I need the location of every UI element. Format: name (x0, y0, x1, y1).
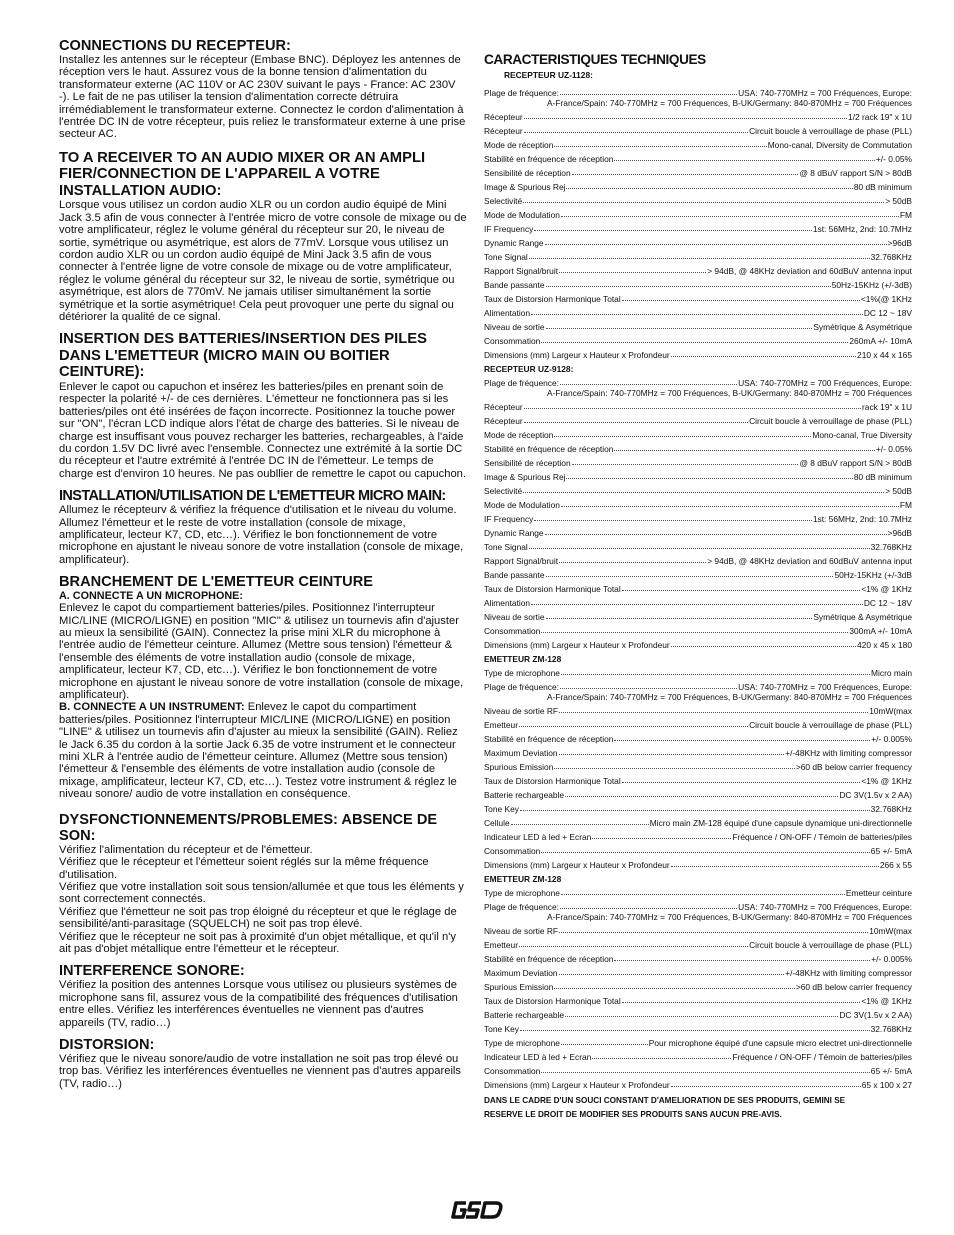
spec-label: Mode de réception (484, 140, 554, 150)
spec-row (484, 126, 912, 136)
spec-label: Type de microphone (484, 668, 560, 678)
spec-row (484, 888, 912, 898)
spec-label: IF Frequency (484, 224, 534, 234)
section (59, 574, 469, 801)
spec-row (484, 598, 912, 608)
spec-label: Stabilité en fréquence de réception (484, 954, 614, 964)
spec-value: 266 x 55 (879, 860, 912, 870)
spec-value: 420 x 45 x 180 (857, 640, 912, 650)
spec-label: Mode de Modulation (484, 210, 560, 220)
spec-value: Mono-canal, Diversity de Commutation (767, 140, 912, 150)
spec-value: DC 3V(1.5v x 2 AA) (839, 1010, 912, 1020)
spec-row (484, 1038, 912, 1048)
spec-value: <1% @ 1KHz (861, 996, 912, 1006)
spec-value-cont: A-France/Spain: 740-770MHz = 700 Fréquences, B-UK/Germany: 840-870MHz = 700 Fréquences (547, 912, 912, 922)
spec-label: Consommation (484, 1066, 541, 1076)
spec-label: Indicateur LED à led + Ecran (484, 832, 592, 842)
spec-row (484, 706, 912, 716)
spec-value: Mono-canal, True Diversity (812, 430, 912, 440)
spec-label: Emetteur (484, 720, 518, 730)
spec-value: 210 x 44 x 165 (857, 350, 912, 360)
spec-row (484, 640, 912, 650)
spec-block (484, 364, 912, 650)
spec-label: Spurious Emission (484, 762, 554, 772)
spec-value: 80 dB minimum (853, 472, 912, 482)
spec-row (484, 238, 912, 248)
spec-label: Niveau de sortie (484, 612, 545, 622)
spec-value: 32.768KHz (870, 252, 912, 262)
spec-row (484, 252, 912, 262)
spec-value: @ 8 dBuV rapport S/N > 80dB (799, 458, 912, 468)
spec-row (484, 500, 912, 510)
spec-value: Fréquence / ON-OFF / Témoin de batteries/piles (732, 832, 912, 842)
spec-label: Plage de fréquence: (484, 88, 559, 98)
section-heading: DISTORSION: (59, 1036, 155, 1053)
spec-value: 260mA +/- 10mA (849, 336, 912, 346)
spec-row (484, 682, 912, 702)
spec-label: Maximum Deviation (484, 968, 558, 978)
spec-value: <1% @ 1KHz (861, 584, 912, 594)
spec-label: Niveau de sortie RF (484, 706, 559, 716)
spec-value: >60 dB below carrier frequency (795, 982, 912, 992)
spec-row (484, 940, 912, 950)
section (59, 150, 469, 324)
spec-label: Image & Spurious Rej (484, 472, 566, 482)
subsection-heading: A. CONNECTE A UN MICROPHONE: (59, 590, 243, 603)
spec-label: Dimensions (mm) Largeur x Hauteur x Profondeur (484, 1080, 670, 1090)
spec-row (484, 112, 912, 122)
spec-value: +/- 0.005% (871, 954, 912, 964)
spec-value: +/-48KHz with limiting compressor (785, 968, 912, 978)
spec-value: 65 +/- 5mA (870, 846, 912, 856)
spec-label: Taux de Distorsion Harmonique Total (484, 294, 621, 304)
spec-row (484, 1066, 912, 1076)
spec-value: +/-48KHz with limiting compressor (785, 748, 912, 758)
notice (484, 1096, 912, 1119)
spec-label: Image & Spurious Rej (484, 182, 566, 192)
model-name: RECEPTEUR UZ-1128: (504, 70, 593, 80)
spec-label: Batterie rechargeable (484, 790, 565, 800)
spec-row (484, 528, 912, 538)
subsection-text: Enlevez le capot du compartiement batteries/piles. Positionnez l'interrupteur MIC/LINE (MICRO/LIGNE) en position "MIC" & utilisez un tournevis afin d'ajuster au mieux la sensibilité (GAIN). Connectez la prise mini XLR du microphone à l'entrée audio de l'émetteur ceinture. Allumez (Mettre sous tension) l'émetteur & l'ensemble des éléments de votre installation audio (console de mixage, amplificateur, lecteur K7, CD, etc…). Vérifiez le bon fonctionnement de votre microphone en ajustant le niveau sonore de votre installation (console de mixage, amplificateur). (59, 602, 464, 702)
spec-label: Stabilité en fréquence de réception (484, 154, 614, 164)
subsection (59, 701, 469, 800)
spec-row (484, 182, 912, 192)
model-name: RECEPTEUR UZ-9128: (484, 364, 574, 374)
spec-value: Circuit boucle à verrouillage de phase (PLL) (749, 416, 912, 426)
spec-value: 1st: 56MHz, 2nd: 10.7MHz (812, 224, 912, 234)
spec-value: USA: 740-770MHz = 700 Fréquences, Europe: (738, 88, 912, 98)
spec-row (484, 1010, 912, 1020)
spec-label: Niveau de sortie RF (484, 926, 559, 936)
spec-label: Rapport Signal/bruit (484, 266, 559, 276)
spec-value: >96dB (887, 238, 912, 248)
spec-value: > 94dB, @ 48KHz deviation and 60dBuV antenna input (707, 556, 912, 566)
spec-row (484, 280, 912, 290)
spec-label: Taux de Distorsion Harmonique Total (484, 584, 621, 594)
spec-block (484, 654, 912, 870)
spec-row (484, 416, 912, 426)
spec-value: 32.768KHz (870, 542, 912, 552)
gemini-logo (450, 1197, 506, 1223)
section-heading: BRANCHEMENT DE L'EMETTEUR CEINTURE (59, 574, 373, 591)
spec-row (484, 954, 912, 964)
spec-label: Bande passante (484, 570, 545, 580)
spec-row (484, 626, 912, 636)
spec-value: 32.768KHz (870, 1024, 912, 1034)
paragraph: Installez les antennes sur le récepteur (Embase BNC). Déployez les antennes de réception vers le haut. Assurez vous de la bonne tension d'alimentation du transformateur externe (AC 110V or AC 230V suivant le pays - France: AC 230V -). Le fait de ne pas utiliser la tension d'alimentation correcte détruira irrémédiablement le transformateur externe. Connectez le cordon d'alimentation à l'entrée DC IN de votre récepteur, puis reliez le transformateur externe à une prise secteur AC. (59, 54, 466, 141)
specs-list (484, 70, 912, 1090)
subsection-heading: B. CONNECTE A UN INSTRUMENT: (59, 701, 245, 714)
spec-value-cont: A-France/Spain: 740-770MHz = 700 Fréquences, B-UK/Germany: 840-870MHz = 700 Fréquences (547, 388, 912, 398)
section-heading: DYSFONCTIONNEMENTS/PROBLEMES: ABSENCE DE SON: (59, 811, 438, 844)
spec-row (484, 832, 912, 842)
spec-value: <1% @ 1KHz (861, 776, 912, 786)
spec-row (484, 668, 912, 678)
spec-value: Circuit boucle à verrouillage de phase (PLL) (749, 126, 912, 136)
spec-row (484, 472, 912, 482)
specs-title: CARACTERISTIQUES TECHNIQUES (484, 52, 706, 67)
spec-row (484, 982, 912, 992)
spec-value: rack 19" x 1U (862, 402, 912, 412)
paragraph: Vérifiez que votre installation soit sous tension/allumée et que tous les éléments y sont correctement connectés. (59, 880, 464, 906)
spec-value: Symétrique & Asymétrique (813, 322, 912, 332)
spec-row (484, 336, 912, 346)
spec-row (484, 542, 912, 552)
spec-row (484, 486, 912, 496)
spec-label: Cellule (484, 818, 510, 828)
spec-label: Récepteur (484, 416, 523, 426)
spec-label: Récepteur (484, 126, 523, 136)
spec-row (484, 88, 912, 108)
notice-line: RESERVE LE DROIT DE MODIFIER SES PRODUITS SANS AUCUN PRE-AVIS. (484, 1110, 782, 1119)
spec-value: 1st: 56MHz, 2nd: 10.7MHz (812, 514, 912, 524)
spec-value: +/- 0.05% (875, 154, 912, 164)
spec-value: Pour microphone équipé d'une capsule micro electret uni-directionnelle (648, 1038, 912, 1048)
spec-value: > 50dB (885, 196, 912, 206)
spec-label: Dimensions (mm) Largeur x Hauteur x Profondeur (484, 640, 670, 650)
spec-label: Bande passante (484, 280, 545, 290)
spec-label: Maximum Deviation (484, 748, 558, 758)
spec-row (484, 308, 912, 318)
left-column (59, 38, 469, 1090)
section-heading: INSERTION DES BATTERIES/INSERTION DES PILES DANS L'EMETTEUR (MICRO MAIN OU BOITIER CEINTURE): (59, 331, 428, 381)
spec-label: Mode de Modulation (484, 500, 560, 510)
paragraph: Vérifiez la position des antennes Lorsque vous utilisez ou plusieurs systèmes de microphone sans fil, assurez vous de la compatibilité des fréquences d'utilisation entre elles. Vérifiez les interférences éventuelles ne viennent pas d'autres appareils (TV, radio…) (59, 979, 458, 1029)
spec-row (484, 776, 912, 786)
spec-label: Alimentation (484, 308, 531, 318)
spec-label: Stabilité en fréquence de réception (484, 444, 614, 454)
spec-row (484, 996, 912, 1006)
spec-row (484, 860, 912, 870)
spec-row (484, 720, 912, 730)
spec-value: @ 8 dBuV rapport S/N > 80dB (799, 168, 912, 178)
spec-label: Dynamic Range (484, 238, 544, 248)
section (59, 38, 469, 141)
spec-label: Emetteur (484, 940, 518, 950)
spec-row (484, 266, 912, 276)
spec-value: USA: 740-770MHz = 700 Fréquences, Europe: (738, 902, 912, 912)
spec-value: 1/2 rack 19" x 1U (848, 112, 912, 122)
spec-value: <1%(@ 1KHz (860, 294, 912, 304)
spec-row (484, 1052, 912, 1062)
spec-label: Dimensions (mm) Largeur x Hauteur x Profondeur (484, 860, 670, 870)
spec-row (484, 154, 912, 164)
spec-label: Niveau de sortie (484, 322, 545, 332)
section-heading: INSTALLATION/UTILISATION DE L'EMETTEUR MICRO MAIN: (59, 488, 446, 505)
spec-row (484, 762, 912, 772)
spec-row (484, 748, 912, 758)
paragraph: Vérifiez que le récepteur et l'émetteur soient réglés sur la même fréquence d'utilisation. (59, 856, 429, 881)
spec-label: Tone Signal (484, 542, 528, 552)
spec-value: >96dB (887, 528, 912, 538)
spec-label: Selectivité (484, 196, 523, 206)
spec-label: Alimentation (484, 598, 531, 608)
spec-label: Récepteur (484, 402, 523, 412)
spec-row (484, 140, 912, 150)
spec-value: 80 dB minimum (853, 182, 912, 192)
spec-value: Symétrique & Asymétrique (813, 612, 912, 622)
spec-value: 65 x 100 x 27 (861, 1080, 912, 1090)
spec-value: Micro main (871, 668, 912, 678)
paragraph: Vérifiez que l'émetteur ne soit pas trop éloigné du récepteur et que le réglage de sensibilité/anti-parasitage (SQUELCH) ne soit pas trop élevé. (59, 905, 457, 931)
spec-row (484, 556, 912, 566)
spec-label: IF Frequency (484, 514, 534, 524)
spec-label: Stabilité en fréquence de réception (484, 734, 614, 744)
spec-value: > 94dB, @ 48KHz deviation and 60dBuV antenna input (707, 266, 912, 276)
spec-label: Consommation (484, 846, 541, 856)
spec-value: Micro main ZM-128 équipé d'une capsule dynamique uni-directionnelle (649, 818, 912, 828)
subsection (59, 590, 469, 701)
spec-row (484, 818, 912, 828)
subsection-text: Enlevez le capot du compartiment batteries/piles. Positionnez l'interrupteur MIC/LINE (MICRO/LIGNE) en position "LINE" & utilisez un tournevis afin d'ajuster au mieux la sensibilité (GAIN). Reliez le Jack 6.35 du cordon à la sortie Jack 6.35 de votre instrument et le connecteur mini XLR à l'entrée audio de l'émetteur ceinture. Allumez (Mettre sous tension) l'émetteur & l'ensemble des éléments de votre installation audio (console de mixage, amplificateur, lecteur K7, CD, etc…). Testez votre instrument & réglez le niveau sonore/ audio de votre installation en conséquence. (59, 701, 458, 801)
spec-label: Consommation (484, 336, 541, 346)
spec-value: DC 12 ~ 18V (863, 308, 912, 318)
spec-value: 50Hz-15KHz (+/-3dB) (831, 280, 912, 290)
spec-label: Dynamic Range (484, 528, 544, 538)
spec-label: Taux de Distorsion Harmonique Total (484, 776, 621, 786)
spec-row (484, 322, 912, 332)
section (59, 963, 469, 1029)
spec-row (484, 926, 912, 936)
section (59, 331, 469, 480)
spec-label: Tone Key (484, 804, 519, 814)
spec-label: Plage de fréquence: (484, 378, 559, 388)
section-heading: INTERFERENCE SONORE: (59, 963, 245, 980)
spec-label: Récepteur (484, 112, 523, 122)
model-name: EMETTEUR ZM-128 (484, 874, 562, 884)
spec-row (484, 584, 912, 594)
spec-label: Consommation (484, 626, 541, 636)
spec-label: Tone Key (484, 1024, 519, 1034)
spec-value: Emetteur ceinture (845, 888, 912, 898)
spec-row (484, 612, 912, 622)
spec-row (484, 846, 912, 856)
spec-label: Plage de fréquence: (484, 902, 559, 912)
paragraph: Vérifiez que le récepteur ne soit pas à proximité d'un objet métallique, et qu'il n'y ait pas d'objet métallique entre l'émetteur et le récepteur. (59, 930, 456, 955)
spec-label: Spurious Emission (484, 982, 554, 992)
paragraph: Lorsque vous utilisez un cordon audio XLR ou un cordon audio équipé de Mini Jack 3.5 afin de vous connecter à l'entrée micro de votre console de mixage ou de votre amplificateur, réglez le volume général du récepteur sur 20, le niveau de sortie, symétrique ou asymétrique, est alors de 77mV. Lorsque vous utilisez un cordon audio XLR ou un cordon audio équipé de Mini Jack 3.5 afin de vous connecter à l'entrée ligne de votre console de mixage ou de votre amplificateur, réglez le volume général du récepteur sur 32, le niveau de sortie, symétrique ou asymétrique, est alors de 770mV. Ne jamais utiliser simultanément la sortie symétrique et la sortie asymétrique! Cela peut provoquer une perte du signal ou détériorer la qualité de ce signal. (59, 199, 467, 323)
spec-row (484, 968, 912, 978)
spec-label: Selectivité (484, 486, 523, 496)
spec-row (484, 168, 912, 178)
spec-label: Mode de réception (484, 430, 554, 440)
spec-label: Tone Signal (484, 252, 528, 262)
spec-value: >60 dB below carrier frequency (795, 762, 912, 772)
paragraph: Vérifiez l'alimentation du récepteur et de l'émetteur. (59, 843, 313, 856)
spec-label: Dimensions (mm) Largeur x Hauteur x Profondeur (484, 350, 670, 360)
spec-row (484, 196, 912, 206)
model-name: EMETTEUR ZM-128 (484, 654, 562, 664)
spec-row (484, 1080, 912, 1090)
spec-label: Type de microphone (484, 888, 560, 898)
spec-value: Circuit boucle à verrouillage de phase (PLL) (749, 940, 912, 950)
spec-label: Type de microphone (484, 1038, 560, 1048)
spec-value: DC 3V(1.5v x 2 AA) (839, 790, 912, 800)
section-heading: CONNECTIONS DU RECEPTEUR: (59, 38, 291, 54)
spec-row (484, 378, 912, 398)
spec-value: FM (899, 210, 912, 220)
spec-value: 10mW(max (869, 926, 912, 936)
spec-value: Circuit boucle à verrouillage de phase (PLL) (749, 720, 912, 730)
paragraph: Allumez le récepteurv & vérifiez la fréquence d'utilisation et le niveau du volume. Allumez l'émetteur et le reste de votre installation (console de mixage, amplificateur, lecteur K7, CD, etc…). Vérifiez le bon fonctionnement de votre microphone en ajustant le niveau sonore de votre installation (console de mixage, amplificateur). (59, 504, 464, 566)
spec-row (484, 210, 912, 220)
spec-row (484, 402, 912, 412)
spec-value: 10mW(max (869, 706, 912, 716)
paragraph: Enlever le capot ou capuchon et insérez les batteries/piles en prenant soin de respecter la polarité +/- de ces dernières. L'émetteur ne fonctionnera pas si les batteries/piles ont été insérées de façon incorrecte. Positionnez la touche power sur "ON", l'écran LCD indique alors l'état de charge des batteries. Si le niveau de charge est insuffisant vous pouvez recharger les batteries, rechargeables, à l'aide du cordon 1.5V DC livré avec l'ensemble. Connectez une extrémité à la sortie DC du récepteur et l'autre extrémité à l'entrée DC IN de l'émetteur. Le temps de charge est d'environ 10 heures. Ne pas oubllier de remettre le capot ou capuchon. (59, 380, 466, 480)
spec-value: 32.768KHz (870, 804, 912, 814)
spec-label: Indicateur LED à led + Ecran (484, 1052, 592, 1062)
spec-value-cont: A-France/Spain: 740-770MHz = 700 Fréquences, B-UK/Germany: 840-870MHz = 700 Fréquences (547, 692, 912, 702)
spec-value: > 50dB (885, 486, 912, 496)
spec-row (484, 514, 912, 524)
spec-value: Fréquence / ON-OFF / Témoin de batteries/piles (732, 1052, 912, 1062)
spec-row (484, 902, 912, 922)
spec-row (484, 224, 912, 234)
spec-row (484, 804, 912, 814)
spec-value: FM (899, 500, 912, 510)
spec-value: +/- 0.005% (871, 734, 912, 744)
spec-row (484, 458, 912, 468)
spec-label: Sensibilité de réception (484, 458, 571, 468)
spec-label: Sensibilité de réception (484, 168, 571, 178)
spec-row (484, 444, 912, 454)
spec-row (484, 350, 912, 360)
section-heading: TO A RECEIVER TO AN AUDIO MIXER OR AN AMPLI FIER/CONNECTION DE L'APPAREIL A VOTRE INSTALLATION AUDIO: (59, 149, 426, 199)
spec-label: Rapport Signal/bruit (484, 556, 559, 566)
spec-label: Plage de fréquence: (484, 682, 559, 692)
spec-value: 50Hz-15KHz (+/-3dB (834, 570, 912, 580)
spec-row (484, 570, 912, 580)
spec-row (484, 430, 912, 440)
spec-block (484, 874, 912, 1090)
section (59, 1037, 469, 1090)
spec-value-cont: A-France/Spain: 740-770MHz = 700 Fréquences, B-UK/Germany: 840-870MHz = 700 Fréquences (547, 98, 912, 108)
spec-value: USA: 740-770MHz = 700 Fréquences, Europe: (738, 682, 912, 692)
right-column (484, 52, 912, 1119)
spec-row (484, 790, 912, 800)
spec-row (484, 294, 912, 304)
spec-row (484, 734, 912, 744)
spec-block (484, 70, 912, 360)
section (59, 812, 469, 956)
notice-line: DANS LE CADRE D'UN SOUCI CONSTANT D'AMELIORATION DE SES PRODUITS, GEMINI SE (484, 1096, 846, 1105)
spec-value: 65 +/- 5mA (870, 1066, 912, 1076)
spec-row (484, 1024, 912, 1034)
spec-label: Taux de Distorsion Harmonique Total (484, 996, 621, 1006)
paragraph: Vérifiez que le niveau sonore/audio de votre installation ne soit pas trop élevé ou trop bas. Vérifiez les interférences éventuelles ne viennent pas d'autres appareils (TV, radio…) (59, 1052, 462, 1090)
spec-value: USA: 740-770MHz = 700 Fréquences, Europe: (738, 378, 912, 388)
spec-label: Batterie rechargeable (484, 1010, 565, 1020)
spec-value: 300mA +/- 10mA (849, 626, 912, 636)
spec-value: +/- 0.05% (875, 444, 912, 454)
spec-value: DC 12 ~ 18V (863, 598, 912, 608)
section (59, 488, 469, 566)
